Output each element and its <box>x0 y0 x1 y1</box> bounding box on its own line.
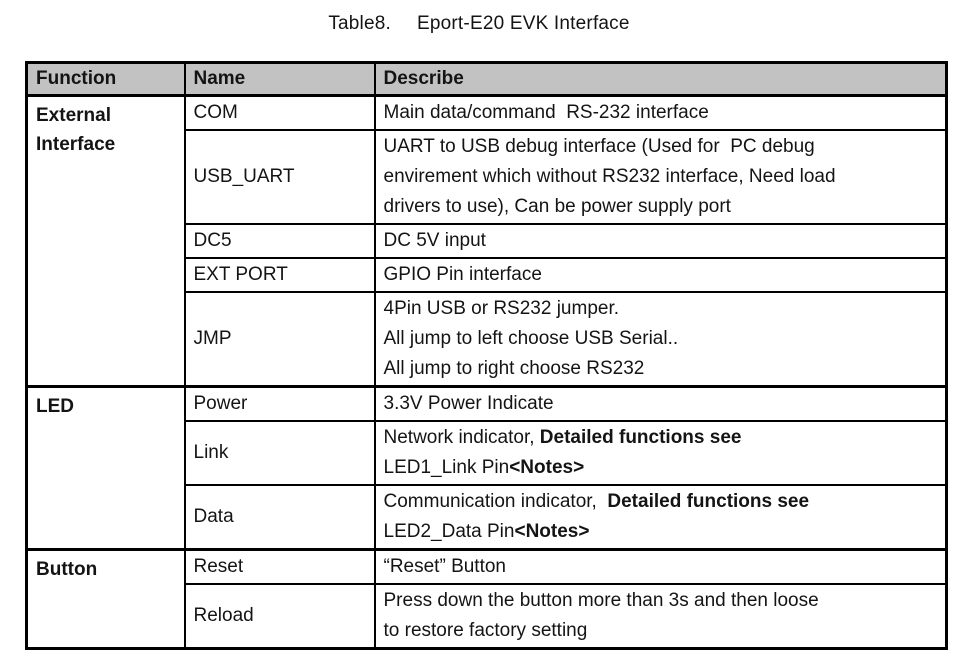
describe-line <box>384 389 938 419</box>
describe-cell <box>375 485 947 550</box>
describe-segment: All jump to right choose RS232 <box>383 358 645 379</box>
name-cell: JMP <box>185 292 375 387</box>
describe-line <box>384 423 938 453</box>
table-row <box>27 387 947 422</box>
describe-segment: LED2_Data Pin <box>383 521 515 542</box>
column-header-function: Function <box>27 63 185 96</box>
describe-line <box>384 354 938 384</box>
describe-segment: Main data/command RS-232 interface <box>383 102 709 123</box>
describe-cell <box>375 550 947 585</box>
name-cell: Reload <box>185 584 375 649</box>
function-cell: Button <box>27 550 185 649</box>
describe-line <box>384 453 938 483</box>
describe-bold-segment: <Notes> <box>509 457 585 478</box>
describe-segment: UART to USB debug interface (Used for PC debug <box>383 136 815 157</box>
evk-interface-table <box>25 61 948 650</box>
name-cell: Link <box>185 421 375 485</box>
table-row <box>27 550 947 585</box>
describe-segment: All jump to left choose USB Serial.. <box>383 328 679 349</box>
describe-segment: Press down the button more than 3s and then loose <box>383 590 819 611</box>
table-caption-text: Eport-E20 EVK Interface <box>417 13 630 34</box>
name-cell: Reset <box>185 550 375 585</box>
describe-cell <box>375 96 947 131</box>
function-cell: External Interface <box>27 96 185 387</box>
describe-segment: 3.3V Power Indicate <box>383 393 554 414</box>
describe-line <box>384 487 938 517</box>
name-cell: COM <box>185 96 375 131</box>
describe-line <box>384 192 938 222</box>
table-caption <box>0 0 958 35</box>
describe-segment: drivers to use), Can be power supply port <box>383 196 731 217</box>
table-header-row <box>27 63 947 96</box>
describe-line <box>384 616 938 646</box>
name-cell: DC5 <box>185 224 375 258</box>
name-cell: Power <box>185 387 375 422</box>
describe-line <box>384 517 938 547</box>
name-cell: EXT PORT <box>185 258 375 292</box>
function-cell: LED <box>27 387 185 550</box>
describe-segment: Communication indicator, <box>383 491 608 512</box>
describe-segment: Network indicator, <box>383 427 540 448</box>
describe-line <box>384 324 938 354</box>
describe-cell <box>375 421 947 485</box>
describe-cell <box>375 584 947 649</box>
describe-line <box>384 162 938 192</box>
describe-segment: 4Pin USB or RS232 jumper. <box>383 298 620 319</box>
describe-line <box>384 260 938 290</box>
describe-cell <box>375 292 947 387</box>
describe-cell <box>375 224 947 258</box>
describe-segment: envirement which without RS232 interface, Need load <box>383 166 836 187</box>
column-header-name: Name <box>185 63 375 96</box>
describe-bold-segment: Detailed functions see <box>539 427 742 448</box>
describe-line <box>384 586 938 616</box>
describe-bold-segment: Detailed functions see <box>607 491 810 512</box>
table-caption-number: Table8. <box>328 13 391 34</box>
describe-line <box>384 132 938 162</box>
describe-bold-segment: <Notes> <box>514 521 590 542</box>
table-body <box>27 96 947 649</box>
describe-segment: DC 5V input <box>383 230 486 251</box>
describe-segment: GPIO Pin interface <box>383 264 542 285</box>
table-row <box>27 96 947 131</box>
describe-cell <box>375 258 947 292</box>
name-cell: Data <box>185 485 375 550</box>
describe-cell <box>375 130 947 224</box>
describe-line <box>384 98 938 128</box>
describe-line <box>384 226 938 256</box>
describe-segment: “Reset” Button <box>383 556 506 577</box>
describe-segment: to restore factory setting <box>383 620 588 641</box>
describe-segment: LED1_Link Pin <box>383 457 510 478</box>
describe-cell <box>375 387 947 422</box>
name-cell: USB_UART <box>185 130 375 224</box>
column-header-describe: Describe <box>375 63 947 96</box>
describe-line <box>384 552 938 582</box>
describe-line <box>384 294 938 324</box>
